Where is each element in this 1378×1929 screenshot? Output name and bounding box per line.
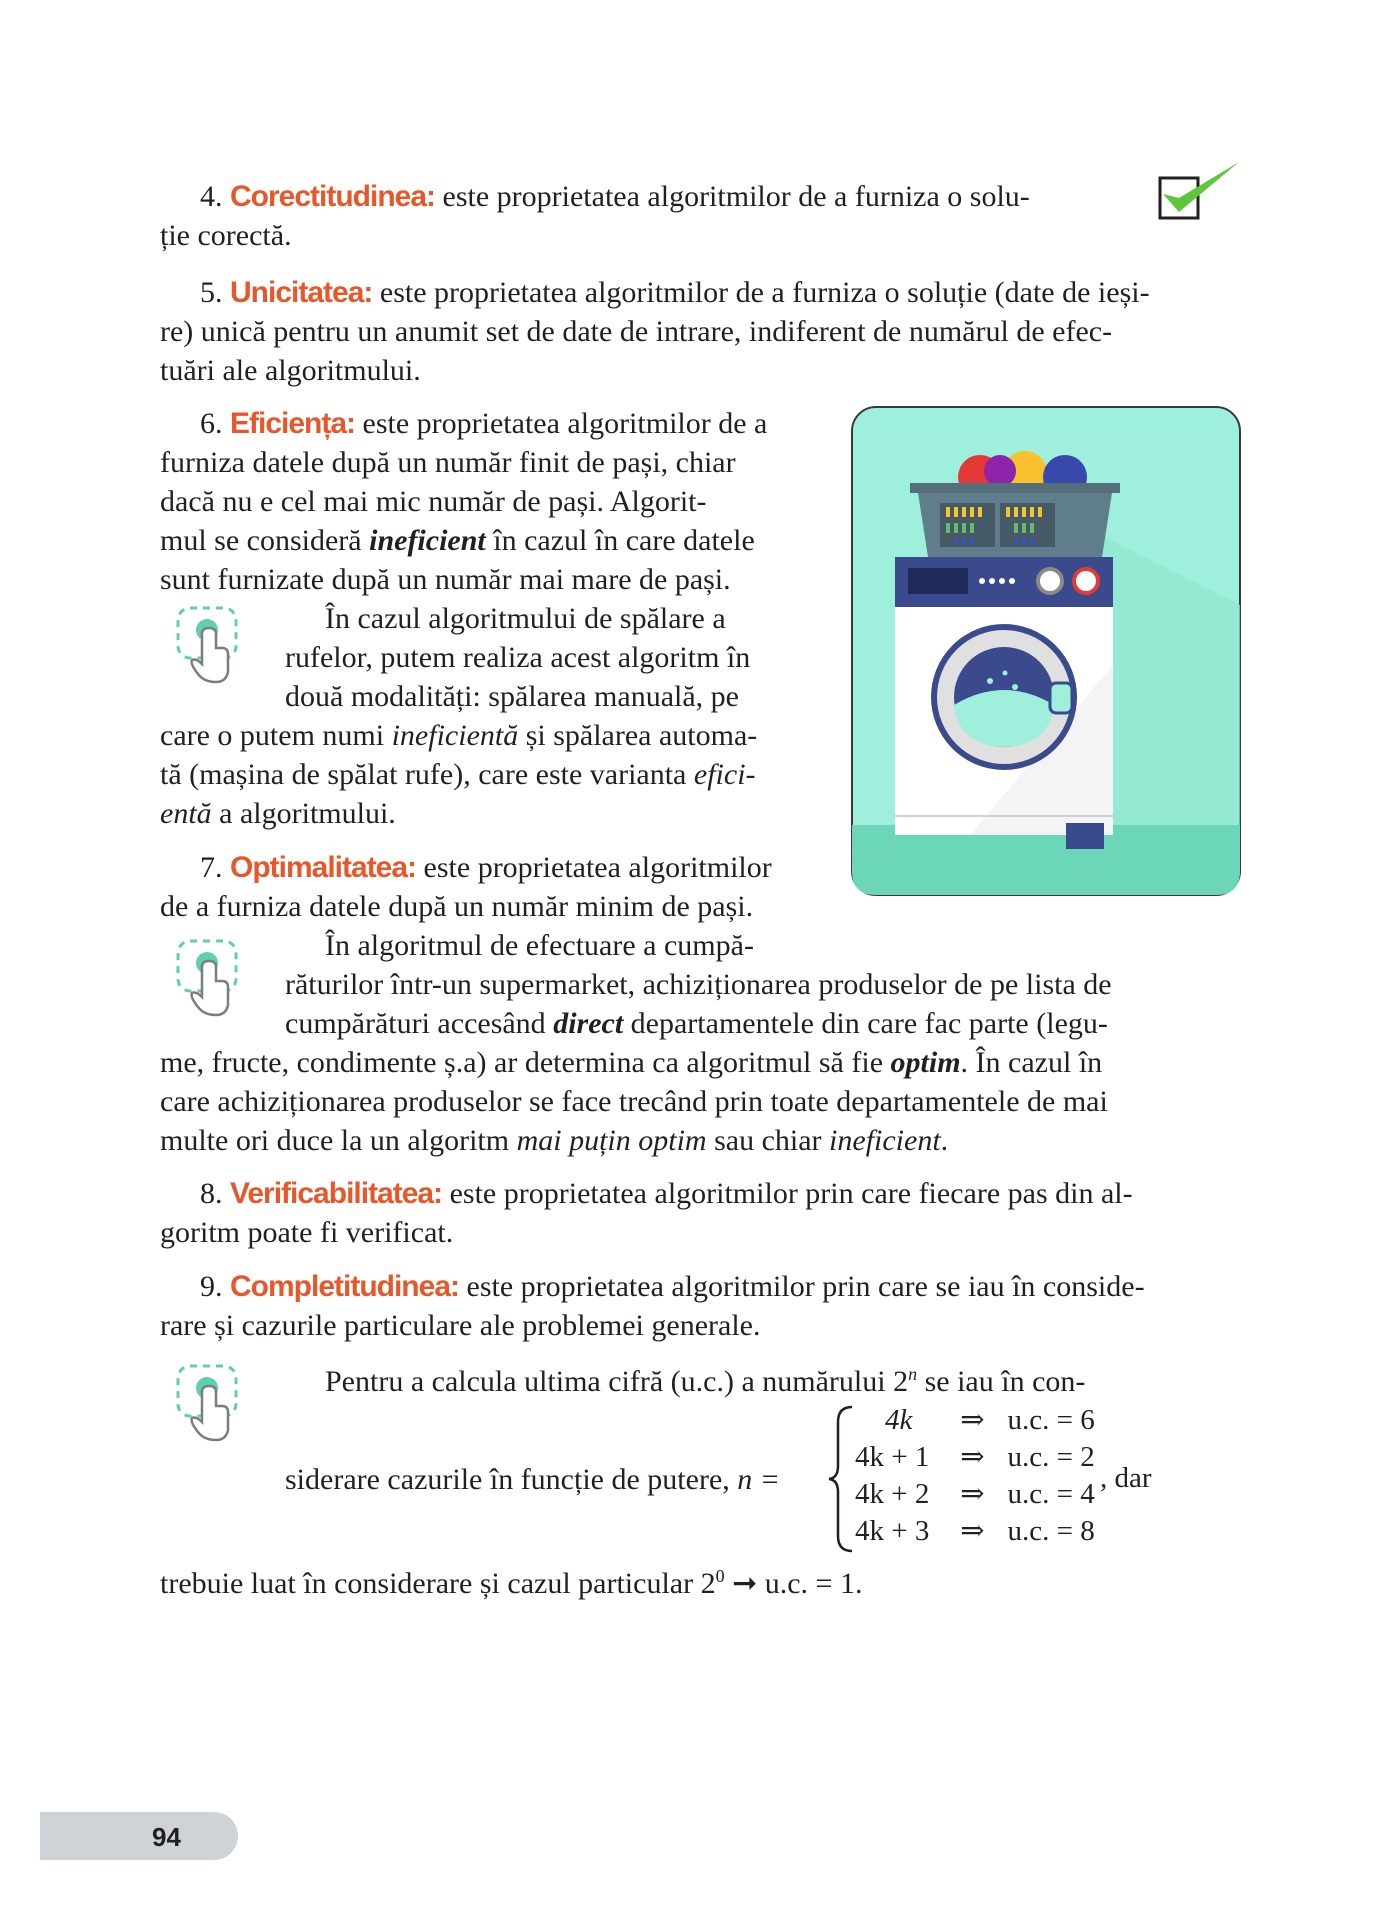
case-result: u.c. = 8 xyxy=(1007,1515,1095,1547)
text: cumpărături accesând xyxy=(285,1007,546,1040)
tap-hand-icon xyxy=(172,602,242,686)
example-9-line2 xyxy=(285,1460,780,1499)
example-6-line3: două modalități: spălarea manuală, pe xyxy=(285,680,739,713)
emph-ineficienta: ineficientă xyxy=(391,719,519,752)
case-arrow: ⇒ xyxy=(960,1515,985,1547)
case-result: u.c. = 6 xyxy=(1007,1404,1095,1436)
term-corectitudinea: Corectitudinea: xyxy=(230,180,436,213)
text: este proprietatea algoritmilor prin care fiecare pas din al- xyxy=(449,1177,1133,1210)
text: sau chiar xyxy=(714,1124,822,1157)
item-5-line2: re) unică pentru un anumit set de date de intrare, indiferent de numărul de efec- xyxy=(160,315,1113,348)
term-completitudinea: Completitudinea: xyxy=(230,1270,459,1303)
page-number: 94 xyxy=(152,1822,181,1852)
text: mul se consideră xyxy=(160,524,362,557)
case-arrow: ⇒ xyxy=(960,1478,985,1510)
checkmark-box-icon xyxy=(1155,158,1245,228)
case-suffix: , dar xyxy=(1100,1462,1152,1494)
item-number: 7. xyxy=(200,851,223,884)
example-6-line1: În cazul algoritmului de spălare a xyxy=(325,602,726,635)
case-result: u.c. = 2 xyxy=(1007,1441,1095,1473)
text: multe ori duce la un algoritm xyxy=(160,1124,510,1157)
item-6-line5: sunt furnizate după un număr mai mare de pași. xyxy=(160,563,731,596)
curly-brace xyxy=(826,1404,856,1554)
text: Pentru a calcula ultima cifră (u.c.) a numărului 2 xyxy=(325,1365,909,1398)
case-expr: 4k + 3 xyxy=(855,1515,930,1547)
example-7-line3 xyxy=(285,1004,1108,1043)
washing-machine-illustration xyxy=(850,405,1242,897)
item-6-line1 xyxy=(200,404,767,443)
emph-enta: entă xyxy=(160,797,212,830)
emph-direct: direct xyxy=(553,1007,624,1040)
text: siderare cazurile în funcție de putere, xyxy=(285,1463,730,1496)
text: . În cazul în xyxy=(960,1046,1103,1079)
text: se iau în con- xyxy=(924,1365,1086,1398)
item-7-line1 xyxy=(200,848,772,887)
text: este proprietatea algoritmilor de a furniza o solu- xyxy=(442,180,1030,213)
item-8-line2: goritm poate fi verificat. xyxy=(160,1216,454,1249)
example-7-line6 xyxy=(160,1121,948,1160)
item-5-line3: tuări ale algoritmului. xyxy=(160,354,421,387)
item-number: 8. xyxy=(200,1177,223,1210)
page-number-tab xyxy=(40,1812,238,1860)
item-6-line4 xyxy=(160,521,755,560)
tap-hand-icon xyxy=(172,1360,242,1444)
term-verificabilitatea: Verificabilitatea: xyxy=(230,1177,443,1210)
emph-optim: optim xyxy=(890,1046,961,1079)
term-eficienta: Eficiența: xyxy=(230,407,356,440)
item-9-line1 xyxy=(200,1267,1145,1306)
item-number: 9. xyxy=(200,1270,223,1303)
text: me, fructe, condimente ș.a) ar determina ca algoritmul să fie xyxy=(160,1046,884,1079)
text: este proprietatea algoritmilor de a furniza o soluție (date de ieși- xyxy=(379,276,1150,309)
case-arrow: ⇒ xyxy=(960,1441,985,1473)
item-4-line1 xyxy=(200,177,1030,216)
text: în cazul în care datele xyxy=(493,524,755,557)
text: tă (mașina de spălat rufe), care este varianta xyxy=(160,758,687,791)
example-7-line5: care achiziționarea produselor se face trecând prin toate departamentele de mai xyxy=(160,1085,1108,1118)
item-number: 4. xyxy=(200,180,223,213)
tap-hand-icon xyxy=(172,935,242,1019)
item-9-line2: rare și cazurile particulare ale problemei generale. xyxy=(160,1309,761,1342)
item-5-line1 xyxy=(200,273,1240,312)
text: . xyxy=(940,1124,949,1157)
example-9-line1 xyxy=(325,1355,1085,1401)
text: este proprietatea algoritmilor de a xyxy=(362,407,768,440)
example-6-line6 xyxy=(160,794,396,833)
example-6-line5 xyxy=(160,755,756,794)
text: a algoritmului. xyxy=(219,797,396,830)
case-row xyxy=(855,1439,1095,1476)
item-6-line3: dacă nu e cel mai mic număr de pași. Algorit- xyxy=(160,485,707,518)
text: și spălarea automa- xyxy=(525,719,758,752)
item-number: 6. xyxy=(200,407,223,440)
case-row xyxy=(855,1513,1095,1550)
n-equals: n = xyxy=(737,1463,781,1496)
item-4-line2: ție corectă. xyxy=(160,219,292,252)
text: este proprietatea algoritmilor xyxy=(423,851,772,884)
case-result: u.c. = 4 xyxy=(1007,1478,1095,1510)
text: trebuie luat în considerare și cazul particular 2 xyxy=(160,1567,716,1600)
case-expr: 4k xyxy=(885,1404,913,1436)
example-7-line2: răturilor într-un supermarket, achiziționarea produselor de pe lista de xyxy=(285,968,1112,1001)
case-row xyxy=(855,1476,1095,1513)
term-optimalitatea: Optimalitatea: xyxy=(230,851,417,884)
emph-mai-putin-optim: mai puțin optim xyxy=(516,1124,707,1157)
item-7-line2: de a furniza datele după un număr minim de pași. xyxy=(160,890,754,923)
emph-eficienta: efici- xyxy=(693,758,756,791)
example-7-line4 xyxy=(160,1043,1102,1082)
text: este proprietatea algoritmilor prin care se iau în conside- xyxy=(466,1270,1145,1303)
emph-ineficient: ineficient xyxy=(829,1124,941,1157)
case-expr: 4k + 2 xyxy=(855,1478,930,1510)
text: u.c. = 1. xyxy=(764,1567,863,1600)
item-6-line2: furniza datele după un număr finit de pași, chiar xyxy=(160,446,736,479)
text: departamentele din care fac parte (legu- xyxy=(630,1007,1108,1040)
case-arrow: ⇒ xyxy=(960,1404,985,1436)
text: care o putem numi xyxy=(160,719,385,752)
example-7-line1: În algoritmul de efectuare a cumpă- xyxy=(325,929,754,962)
example-9-line3 xyxy=(160,1557,862,1603)
case-row xyxy=(855,1402,1095,1439)
superscript-n: n xyxy=(908,1364,918,1384)
case-expr: 4k + 1 xyxy=(855,1441,930,1473)
item-number: 5. xyxy=(200,276,223,309)
item-8-line1 xyxy=(200,1174,1133,1213)
example-6-line4 xyxy=(160,716,757,755)
example-6-line2: rufelor, putem realiza acest algoritm în xyxy=(285,641,751,674)
superscript-0: 0 xyxy=(715,1566,725,1586)
emph-ineficient: ineficient xyxy=(369,524,486,557)
arrow-icon: ➞ xyxy=(732,1567,758,1600)
term-unicitatea: Unicitatea: xyxy=(230,276,373,309)
